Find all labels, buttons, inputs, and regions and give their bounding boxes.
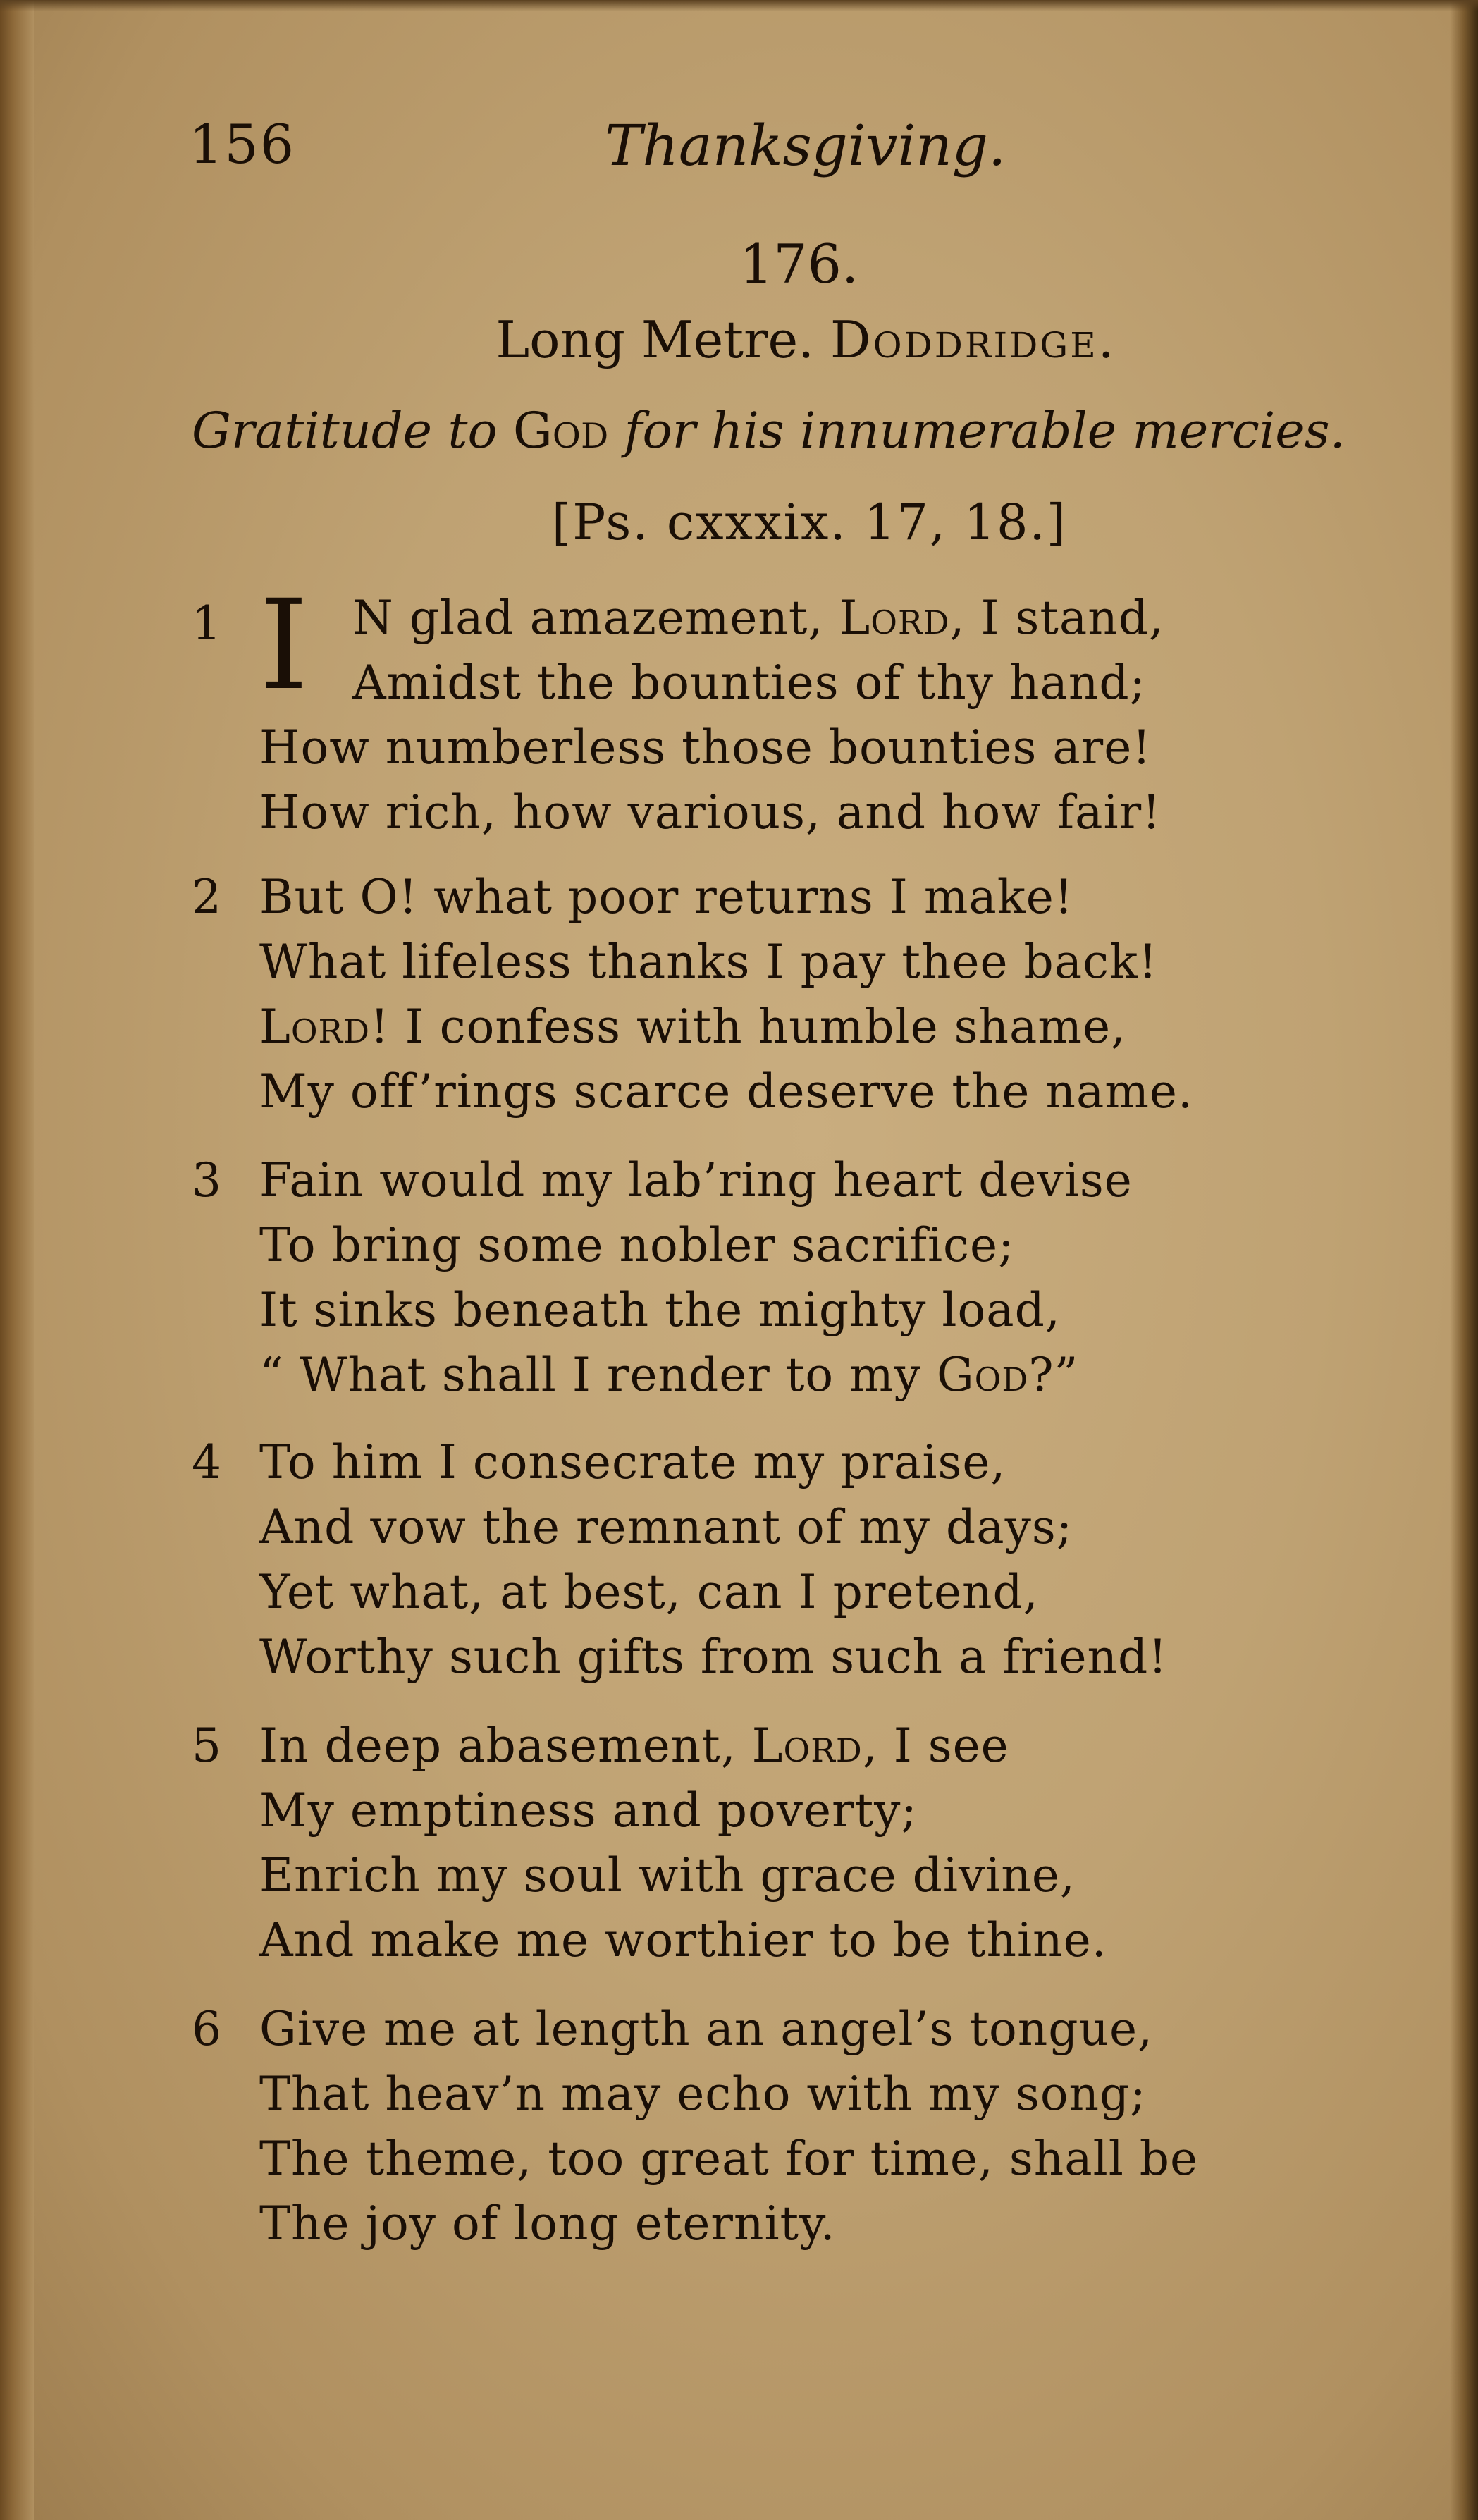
verse-line: To bring some nobler sacrifice;	[259, 1218, 1015, 1272]
hymn-number: 176.	[739, 233, 859, 295]
small-caps-word: God	[936, 1348, 1029, 1402]
page-left-edge	[0, 0, 34, 2520]
small-caps-word: Lord	[839, 591, 950, 645]
verse-line: To him I consecrate my praise,	[259, 1435, 1006, 1489]
stanza-2	[192, 870, 1355, 1138]
verse-line: Enrich my soul with grace divine,	[259, 1848, 1076, 1903]
verse-line: The joy of long eternity.	[259, 2196, 836, 2251]
running-header	[189, 113, 1387, 190]
verse-line: It sinks beneath the mighty load,	[259, 1283, 1061, 1337]
stanza-number: 5	[192, 1719, 221, 1773]
page-number: 156	[189, 113, 296, 176]
verse-line: My off’rings scarce deserve the name.	[259, 1064, 1193, 1119]
author-name: Doddridge.	[830, 310, 1116, 369]
verse-line: And vow the remnant of my days;	[259, 1500, 1073, 1554]
stanza-number: 1	[192, 596, 221, 651]
stanza-4	[192, 1435, 1355, 1703]
meter-line	[0, 310, 1478, 369]
verse-line: “ What shall I render to my God?”	[259, 1348, 1079, 1402]
stanza-5	[192, 1719, 1355, 1986]
subject-god: God	[512, 402, 609, 460]
verse-line: In deep abasement, Lord, I see	[259, 1719, 1009, 1773]
page-top-edge	[0, 0, 1478, 11]
verse-line: Amidst the bounties of thy hand;	[352, 656, 1146, 710]
verse-line: And make me worthier to be thine.	[259, 1913, 1107, 1967]
scripture-reference: [Ps. cxxxix. 17, 18.]	[551, 493, 1068, 551]
verse-line: N glad amazement, Lord, I stand,	[352, 591, 1164, 645]
stanza-3	[192, 1153, 1355, 1421]
stanza-number: 2	[192, 870, 221, 924]
stanza-1	[192, 573, 1355, 859]
small-caps-word: Lord	[259, 1000, 371, 1054]
verse-line: Fain would my lab’ring heart devise	[259, 1153, 1133, 1207]
verse-line: Worthy such gifts from such a friend!	[259, 1630, 1168, 1684]
stanza-number: 4	[192, 1435, 221, 1489]
hymn-subject	[192, 402, 1446, 460]
verse-line: That heav’n may echo with my song;	[259, 2067, 1147, 2121]
subject-pre: Gratitude to	[192, 402, 498, 460]
verse-line: How numberless those bounties are!	[259, 720, 1152, 775]
stanza-6	[192, 2002, 1355, 2270]
verse-line: Lord! I confess with humble shame,	[259, 1000, 1126, 1054]
drop-cap: I	[259, 573, 309, 718]
verse-line: What lifeless thanks I pay thee back!	[259, 935, 1158, 989]
stanza-number: 6	[192, 2002, 221, 2056]
verse-line: The theme, too great for time, shall be	[259, 2132, 1199, 2186]
verse-line: My emptiness and poverty;	[259, 1783, 918, 1838]
running-title: Thanksgiving.	[605, 113, 1006, 178]
small-caps-word: Lord	[751, 1719, 863, 1773]
verse-line: Give me at length an angel’s tongue,	[259, 2002, 1154, 2056]
page-right-edge	[1450, 0, 1478, 2520]
verse-line: But O! what poor returns I make!	[259, 870, 1074, 924]
subject-post: for his innumerable mercies.	[624, 402, 1345, 460]
stanza-number: 3	[192, 1153, 221, 1207]
verse-line: How rich, how various, and how fair!	[259, 785, 1162, 840]
meter-label: Long Metre.	[495, 310, 815, 369]
verse-line: Yet what, at best, can I pretend,	[259, 1565, 1039, 1619]
